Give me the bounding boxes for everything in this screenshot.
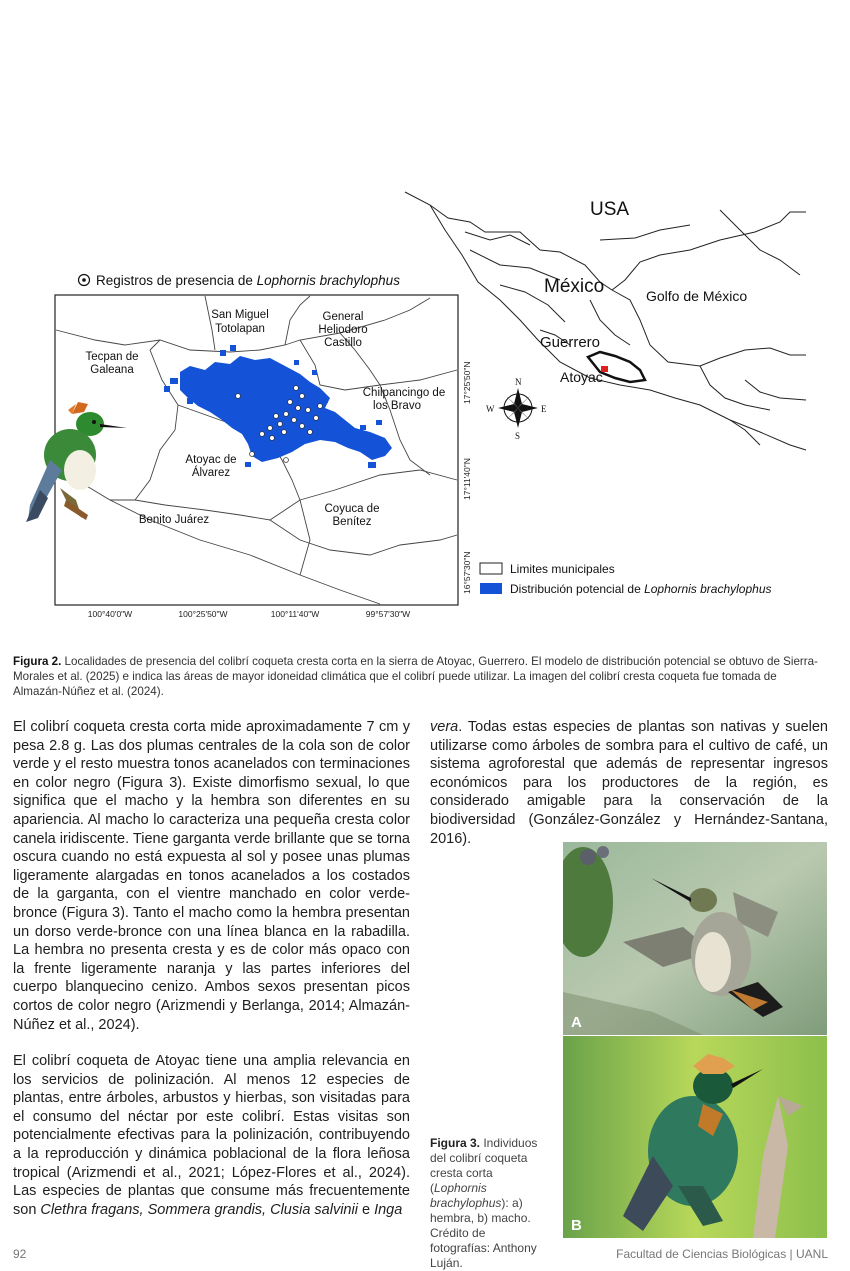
inset-label-usa: USA [590, 199, 630, 220]
figure-3-caption [430, 1136, 548, 1271]
photo-male-hummingbird [563, 1036, 827, 1238]
lat-tick-1: 17°25'50"N [462, 361, 472, 404]
photo-letter-b: B [571, 1217, 582, 1234]
legend-swatch-limits [480, 563, 502, 574]
label-los-bravo: los Bravo [373, 400, 421, 412]
label-san-miguel: San Miguel [211, 309, 269, 321]
lon-tick-2: 100°25'50"W [178, 609, 228, 619]
paragraph-3-text: . Todas estas especies de plantas son nativas y suelen utilizarse como árboles de sombra para el cultivo de café, un sistema agroforestal que además de representar ingresos económicos para los productores de la región, es considerado amigable para la conservación de la biodiversidad (González-González y Hernández-Santana, 2016). [430, 719, 828, 847]
compass-e: E [541, 404, 547, 414]
label-castillo: Castillo [324, 337, 362, 349]
legend-swatch-distribution [480, 583, 502, 594]
figure-3-species: Lophornis brachylophus [430, 1181, 502, 1210]
inset-label-guerrero: Guerrero [540, 334, 601, 351]
longitude-ticks [88, 609, 410, 619]
plant-inga: Inga [374, 1201, 403, 1218]
plant-species-list: Clethra fragans, Sommera grandis, Clusia salvinii [40, 1201, 358, 1218]
inset-map [405, 192, 806, 450]
lat-tick-2: 17°11'40"N [462, 458, 472, 500]
label-general: General [322, 311, 364, 323]
compass-n: N [515, 377, 522, 387]
compass-w: W [486, 404, 495, 414]
figure-2-caption [13, 654, 825, 699]
lon-tick-4: 99°57'30"W [365, 609, 411, 619]
label-heliodoro: Heliodoro [318, 324, 368, 336]
label-alvarez: Álvarez [191, 467, 231, 479]
figure-3-text-1: Individuos del colibrí coqueta cresta corta ( [430, 1136, 538, 1195]
lat-tick-3: 16°57'30"N [462, 551, 472, 594]
figure-2-caption-text: Localidades de presencia del colibrí coqueta cresta corta en la sierra de Atoyac, Guerrero. El modelo de distribución potencial se obtuvo de Sierra-Morales et al. (2025) e indica las áreas de mayor idoneidad climática que el colibrí puede utilizar. La imagen del colibrí cresta coqueta fue tomada de Almazán-Núñez et al. (2024). [13, 655, 818, 698]
figure-3-label: Figura 3. [430, 1136, 481, 1150]
paragraph-2 [13, 1052, 410, 1219]
presence-record-dot [82, 278, 86, 282]
latitude-ticks [462, 361, 472, 594]
inset-label-mexico: México [544, 276, 605, 297]
label-galeana: Galeana [90, 364, 134, 376]
left-column [13, 718, 410, 1219]
figure-2-label: Figura 2. [13, 655, 62, 668]
footer-institution: Facultad de Ciencias Biológicas | UANL [616, 1247, 828, 1261]
photo-female-hummingbird [563, 842, 827, 1035]
label-coyuca-de: Coyuca de [324, 503, 380, 515]
right-column [430, 718, 828, 848]
label-totolapan: Totolapan [215, 323, 265, 335]
paragraph-1: El colibrí coqueta cresta corta mide aproximadamente 7 cm y pesa 2.8 g. Las dos plumas centrales de la cola son de color verde y el resto muestra tonos acanelados con terminaciones en color negro (Figura 3). Existe dimorfismo sexual, lo que significa que el macho y la hembra son diferentes en su apariencia. Al macho lo caracteriza una pequeña cresta color canela iridiscente. Tiene garganta verde brillante que se torna oscura cuando no está expuesta al sol y posee unas plumas ligeramente alargadas en tonos acanelados a los costados de la garganta, con el vientre manchado en color verde-bronce (Figura 3). Tanto el macho como la hembra presentan un dorso verde-bronce con una línea blanca en la rabadilla. La hembra no presenta cresta y es de color más opaco con la frente ligeramente naranja y las partes inferiores del cuerpo blanquecino cenizo. Ambos sexos presentan picos cortos de color negro (Arizmendi y Berlanga, 2014; Almazán-Núñez et al., 2024). [13, 719, 410, 1033]
inset-label-gulf: Golfo de México [646, 288, 748, 304]
lon-tick-3: 100°11'40"W [270, 609, 320, 619]
paragraph-2-text: El colibrí coqueta de Atoyac tiene una amplia relevancia en los servicios de polinización. Al menos 12 especies de plantas, entre árboles, arbustos y hierbas, son visitadas para el consumo del néctar por este colibrí. Estas visitas son potencialmente efectivas para la polinización, contribuyendo a la reproducción y dinámica poblacional de la flora leñosa tropical (Arizmendi et al., 2021; López-Flores et al., 2024). Las especies de plantas que consume más frecuentemente son [13, 1053, 410, 1218]
paragraph-3 [430, 718, 828, 848]
photo-letter-a: A [571, 1014, 582, 1031]
figure-3-text-2: ): a) hembra, b) macho. Crédito de fotografías: Anthony Luján. [430, 1196, 537, 1270]
plant-vera: vera [430, 719, 459, 735]
label-tecpan: Tecpan de [85, 351, 139, 363]
compass-s: S [515, 431, 521, 441]
legend-distribution: Distribución potencial de Lophornis brachylophus [510, 582, 772, 596]
lon-tick-1: 100°40'0"W [87, 609, 133, 619]
legend-limits: Limites municipales [510, 562, 615, 576]
page-number: 92 [13, 1247, 27, 1261]
paragraph-2-and: e [357, 1201, 375, 1218]
label-atoyac-de: Atoyac de [185, 454, 237, 466]
label-benitez: Benítez [332, 516, 372, 528]
map-legend-title: Registros de presencia de Lophornis brachylophus [96, 273, 400, 288]
label-benito-juarez: Benito Juárez [138, 514, 210, 526]
inset-label-atoyac: Atoyac [560, 369, 603, 385]
compass-rose-icon [486, 377, 547, 441]
label-chilpancingo: Chilpancingo de [362, 387, 446, 399]
